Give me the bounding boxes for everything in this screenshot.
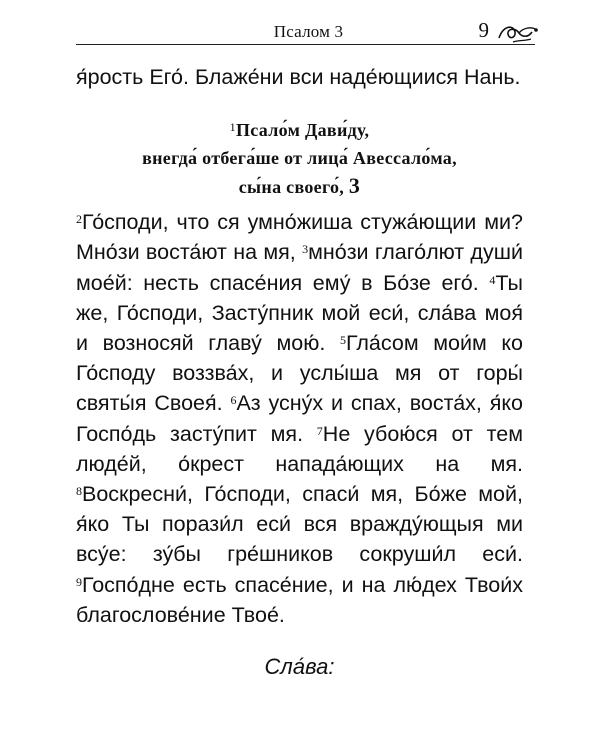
heading-title: Псало́м Дави́ду, — [235, 120, 370, 141]
page-number: 9 — [478, 18, 489, 42]
verse — [76, 573, 523, 627]
verse-text: Ты же, Го́споди, Засту́пник мой еси́, сла́ва моя́ и возносяй главу́ мою́. — [76, 270, 524, 356]
flourish-ornament-icon — [495, 16, 541, 46]
verse-text: Аз усну́х и спах, воста́х, я́ко Госпо́дь засту́пит мя. — [76, 391, 523, 446]
verse-number: 7 — [316, 423, 323, 438]
page-content — [76, 62, 523, 682]
heading-line-3 — [76, 172, 523, 201]
verse-number: 5 — [339, 333, 346, 348]
verse — [76, 482, 523, 566]
carryover-paragraph: я́рость Его́. Блаже́ни вси наде́ющиися Нань. — [76, 65, 521, 89]
running-title: Псалом 3 — [273, 22, 344, 41]
heading-line-2: внегда́ отбега́ше от лица́ Авессало́ма, — [142, 148, 457, 169]
psalm-heading — [76, 116, 523, 201]
psalm-number: 3 — [348, 173, 361, 199]
page-header — [76, 16, 541, 46]
verse-number: 6 — [230, 393, 237, 408]
heading-line-3-text: сы́на своего́, — [238, 177, 345, 198]
verse-text: Воскресни́, Го́споди, спаси́ мя, Бо́же мой, я́ко Ты порази́л еси́ вся вражду́ющыя ми всу́е: зу́бы гре́шников сокруши́л еси́. — [76, 482, 523, 567]
verse-number: 9 — [76, 574, 82, 589]
verse-number: 3 — [302, 242, 309, 257]
verse-text: Го́споди, что ся умно́жиша стужа́ющии ми? Мно́зи воста́ют на мя, — [76, 210, 523, 265]
verse-text: Госпо́дне есть спасе́ние, и на лю́дех Твои́х благослове́ние Твое́. — [76, 572, 523, 627]
heading-line-1 — [76, 116, 523, 144]
verse-text: Не убою́ся от тем люде́й, о́крест напада́ющих на мя. — [76, 421, 523, 476]
header-rule — [76, 44, 535, 45]
gloria-line: Сла́ва: — [264, 654, 335, 680]
verse-number: 4 — [489, 272, 496, 287]
verse-number: 2 — [76, 212, 82, 227]
verse-text: мно́зи глаго́лют души́ мое́й: несть спасе́ния ему́ в Бо́зе его́. — [76, 240, 523, 295]
verse-number: 8 — [76, 484, 82, 499]
heading-verse-number: 1 — [229, 120, 236, 135]
verse-text: Гла́сом мои́м ко Го́споду воззва́х, и услы́ша мя от горы́ святы́я Своея́. — [76, 331, 523, 416]
psalm-body — [76, 207, 523, 630]
